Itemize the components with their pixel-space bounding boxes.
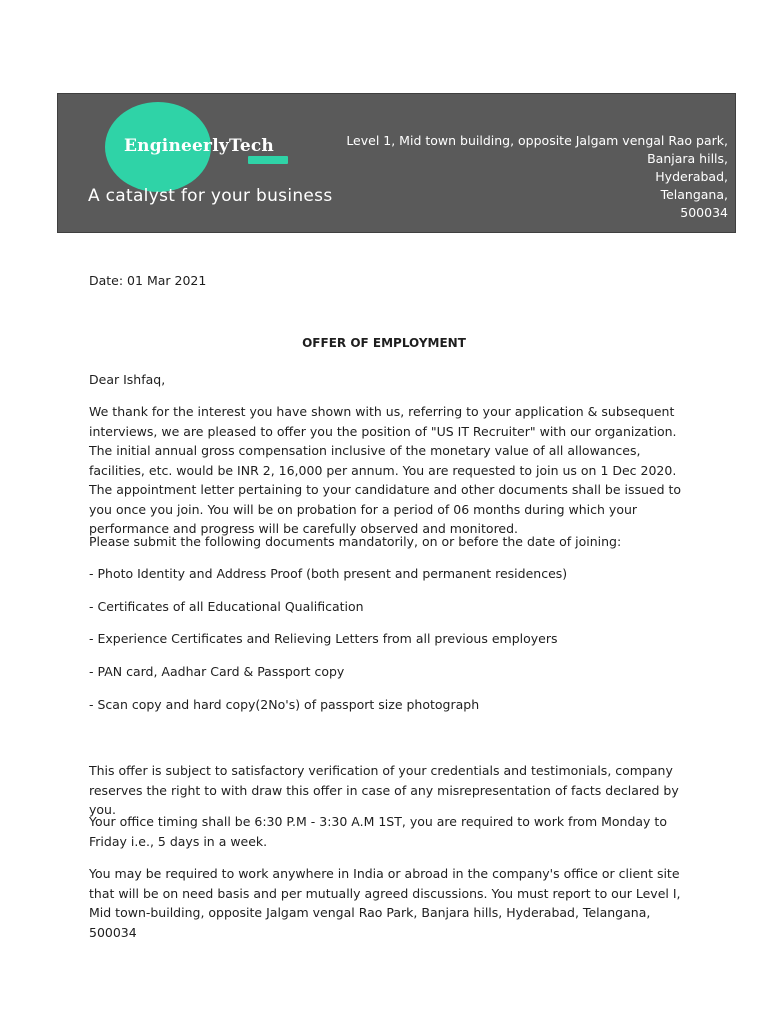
salutation: Dear Ishfaq, bbox=[89, 372, 166, 387]
list-item: - Photo Identity and Address Proof (both present and permanent residences) bbox=[89, 566, 568, 581]
offer-paragraph: We thank for the interest you have shown with us, referring to your application & subsequent interviews, we are pleased to offer you the position of "US IT Recruiter" with our organization. The initial annual gross compensation inclusive of the monetary value of all allowances, facilities, etc. would be INR 2, 16,000 per annum. You are requested to join us on 1 Dec 2020. The appointment letter pertaining to your candidature and other documents shall be issued to you once you join. You will be on probation for a period of 06 months during which your performance and progress will be carefully observed and monitored. bbox=[89, 404, 682, 536]
company-logo-name: EngineerlyTech bbox=[124, 136, 274, 156]
letter-title: OFFER OF EMPLOYMENT bbox=[302, 336, 466, 350]
list-item: - PAN card, Aadhar Card & Passport copy bbox=[89, 664, 345, 680]
logo-subtitle-stripe bbox=[248, 156, 288, 164]
list-item: - Scan copy and hard copy(2No's) of passport size photograph bbox=[89, 696, 480, 712]
verification-paragraph: This offer is subject to satisfactory verification of your credentials and testimonials, company reserves the right to with draw this offer in case of any misrepresentation of facts declared by you. bbox=[89, 763, 679, 817]
address-line: Telangana, bbox=[660, 187, 728, 202]
letterhead bbox=[57, 93, 736, 233]
letter-date: Date: 01 Mar 2021 bbox=[89, 273, 207, 288]
list-item: - Experience Certificates and Relieving Letters from all previous employers bbox=[89, 631, 558, 647]
company-address bbox=[346, 132, 728, 222]
work-location-paragraph: You may be required to work anywhere in India or abroad in the company's office or client site that will be on need basis and per mutually agreed discussions. You must report to our Level I, Mid town-building, opposite Jalgam vengal Rao Park, Banjara hills, Hyderabad, Telangana, 500034 bbox=[89, 866, 681, 940]
address-line: Banjara hills, bbox=[647, 151, 728, 166]
office-timing-paragraph: Your office timing shall be 6:30 P.M - 3:30 A.M 1ST, you are required to work from Monday to Friday i.e., 5 days in a week. bbox=[89, 814, 667, 849]
address-line: 500034 bbox=[680, 205, 728, 220]
documents-intro: Please submit the following documents mandatorily, on or before the date of joining: bbox=[89, 534, 622, 549]
documents-list bbox=[89, 564, 689, 727]
address-line: Hyderabad, bbox=[655, 169, 728, 184]
address-line: Level 1, Mid town building, opposite Jalgam vengal Rao park, bbox=[346, 133, 728, 148]
list-item: - Certificates of all Educational Qualification bbox=[89, 598, 364, 614]
company-tagline: A catalyst for your business bbox=[88, 186, 333, 206]
